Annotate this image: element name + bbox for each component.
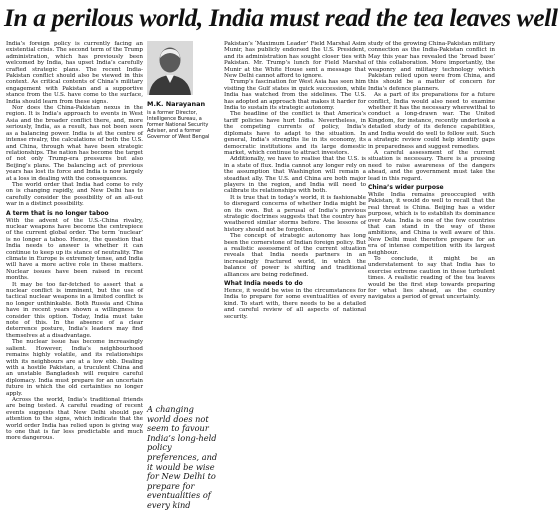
body-paragraph: Additionally, we have to realise that the U.S. is in a state of flux. India cannot any longer rely on the assumption that Washington will remain a steadfast ally. The U.S. and China are both major players in the region, and India will need to calibrate its relationships with both. — [224, 156, 366, 195]
author-box — [147, 41, 220, 140]
author-name: M.K. Narayanan — [147, 100, 206, 108]
body-paragraph: With the advent of the U.S.-China rivalry, nuclear weapons have become the centrepiece of the current global order. The term ‘nuclear’ is no longer a taboo. Hence, the question that India needs to answer is whether it can continue to keep up its stance of neutrality. The climate in Europe is extremely tense, and India will have a more active role in these matters. Nuclear issues have been raised in recent months. — [6, 217, 143, 282]
body-paragraph: Across the world, India’s traditional friends are being tested. A careful reading of recent events suggests that New Delhi should pay attention to the signs, which indicate that the world order India has relied upon is giving way to one that is far less predictable and much more dangerous. — [6, 396, 143, 442]
pull-quote: A changing world does not seem to favour India’s long-held policy preferences, and it would be wise for New Delhi to prepare for eventualities of every kind — [147, 404, 218, 510]
body-paragraph: While India remains preoccupied with Pakistan, it would do well to recall that the real threat is China. Beijing has a wider purpose, which is to establish its dominance over Asia. India is one of the few countries that can stand in the way of these ambitions, and China is well aware of this. New Delhi must therefore prepare for an era of intense competition with its largest neighbour. — [368, 191, 495, 256]
body-paragraph: The nuclear issue has become increasingly salient. However, India’s neighbourhood remains highly volatile, and its relationships with its neighbours are at a low ebb. Dealing with a hostile Pakistan, a truculent China and an unstable Bangladesh will require careful diplomacy. India must prepare for an uncertain future in which the old certainties no longer apply. — [6, 339, 143, 397]
body-paragraph: The world order that India had come to rely on is changing rapidly, and New Delhi has to carefully consider the possibility of an all-out war in a distinct possibility. — [6, 181, 143, 208]
body-paragraph: The headline of the conflict is that America’s tariff policies have hurt India. Nevertheless, in the competing currents of policy, India’s diplomats have to adapt to the situation. In general, India’s strengths lie in its economy, its democratic institutions and its large domestic market, which continue to attract investors. — [224, 111, 366, 156]
body-paragraph: It is true that in today’s world, it is fashionable to disregard concerns of whether India might be on its own. But a perusal of India’s previous strategic doctrines suggests that the country has weathered similar storms before. The lessons of history should not be forgotten. — [224, 194, 366, 233]
body-paragraph: Nor does the China-Pakistan nexus in the region. It is India’s approach to events in West Asia and the broader conflict there, and, more seriously, India, as a result, has not been seen as a balancing power. India is at the centre of intense rivalry, the calculations of both the U.S. and China, through what have been strategic relationships. The nation has become the target of not only Trump-era pressures but also Beijing’s plans. The balancing act of previous years has lost its force and India is now largely at a loss in dealing with the consequences. — [6, 105, 143, 182]
body-paragraph: A careful assessment of the current situation is necessary. There is a pressing need to raise awareness of the dangers ahead, and the government must take the lead in this regard. — [368, 149, 495, 182]
body-paragraph: India’s foreign policy is currently facing an existential crisis. The second term of the Trump administration, which has previously been welcomed by India, has upset India’s carefully crafted strategic plans. The recent India-Pakistan conflict should also be viewed in this context. As critical contents of China’s military engagement with Pakistan and a supportive stance from the U.S. have come to the surface, India should learn from these signs. — [6, 41, 143, 105]
body-paragraph: Hence, it would be wise in the circumstances for India to prepare for some eventualities of every kind. To start with, there needs to be a detailed and careful review of all aspects of national security. — [224, 288, 366, 320]
body-paragraph: Pakistan’s ‘Maximum Leader’ Field Marshal Asim Munir, has publicly endorsed the U.S. President, and its administration has sought closer ties with Pakistan. Mr. Trump’s lunch for Field Marshal Munir at the White House sent a message that New Delhi cannot afford to ignore. — [224, 41, 366, 80]
article-column-1 — [6, 41, 143, 493]
article-column-2 — [224, 41, 366, 493]
body-paragraph: It may be too far-fetched to assert that a nuclear conflict is imminent, but the use of tactical nuclear weapons in a limited conflict is no longer unthinkable. Both Russia and China have in recent years shown a willingness to consider this option. Today, India must take note of this. In the absence of a clear deterrence posture, India’s leaders may find themselves at a disadvantage. — [6, 281, 143, 339]
body-paragraph: To conclude, it might be an understatement to say that India has to exercise extreme caution in these turbulent times. A realistic reading of the tea leaves would be the first step towards preparing for what lies ahead, as the country navigates a period of great uncertainty. — [368, 256, 495, 301]
author-bio: is a former Director, Intelligence Bureau, a former National Security Adviser, and a former Governor of West Bengal — [147, 110, 210, 140]
body-paragraph: study of the growing China-Pakistan military connection as the India-Pakistan conflict in May this year has revealed the ‘broad base’ of this collaboration. More importantly, the weaponry and military technology which Pakistan relied upon were from China, and this should be a matter of concern for India’s defence planners. — [368, 41, 496, 92]
body-paragraph: Trump’s fascination for West Asia has seen him visiting the Gulf states in quick succession, while India has watched from the sidelines. The U.S. has adopted an approach that makes it harder for India to sustain its strategic autonomy. — [224, 79, 366, 112]
author-photo — [147, 41, 193, 95]
body-paragraph: As a part of its preparations for a future conflict, India would also need to examine whether it has the necessary wherewithal to conduct a long-drawn war. The United Kingdom, for instance, recently undertook a detailed study of its defence capabilities, and India would do well to follow suit. Such a strategic review could help identify gaps in preparedness and suggest remedies. — [368, 92, 495, 150]
section-subheading: A term that is no longer taboo — [6, 209, 109, 217]
body-paragraph: The concept of strategic autonomy has long been the cornerstone of Indian foreign policy. But a realistic assessment of the current situation reveals that India needs partners in an increasingly fractured world, in which the balance of power is shifting and traditional alliances are being redefined. — [224, 233, 366, 278]
article-column-3 — [368, 41, 495, 493]
section-subheading: China’s wider purpose — [368, 183, 444, 191]
headline: In a perilous world, India must read the tea leaves well — [4, 3, 558, 32]
section-subheading: What India needs to do — [224, 280, 303, 288]
